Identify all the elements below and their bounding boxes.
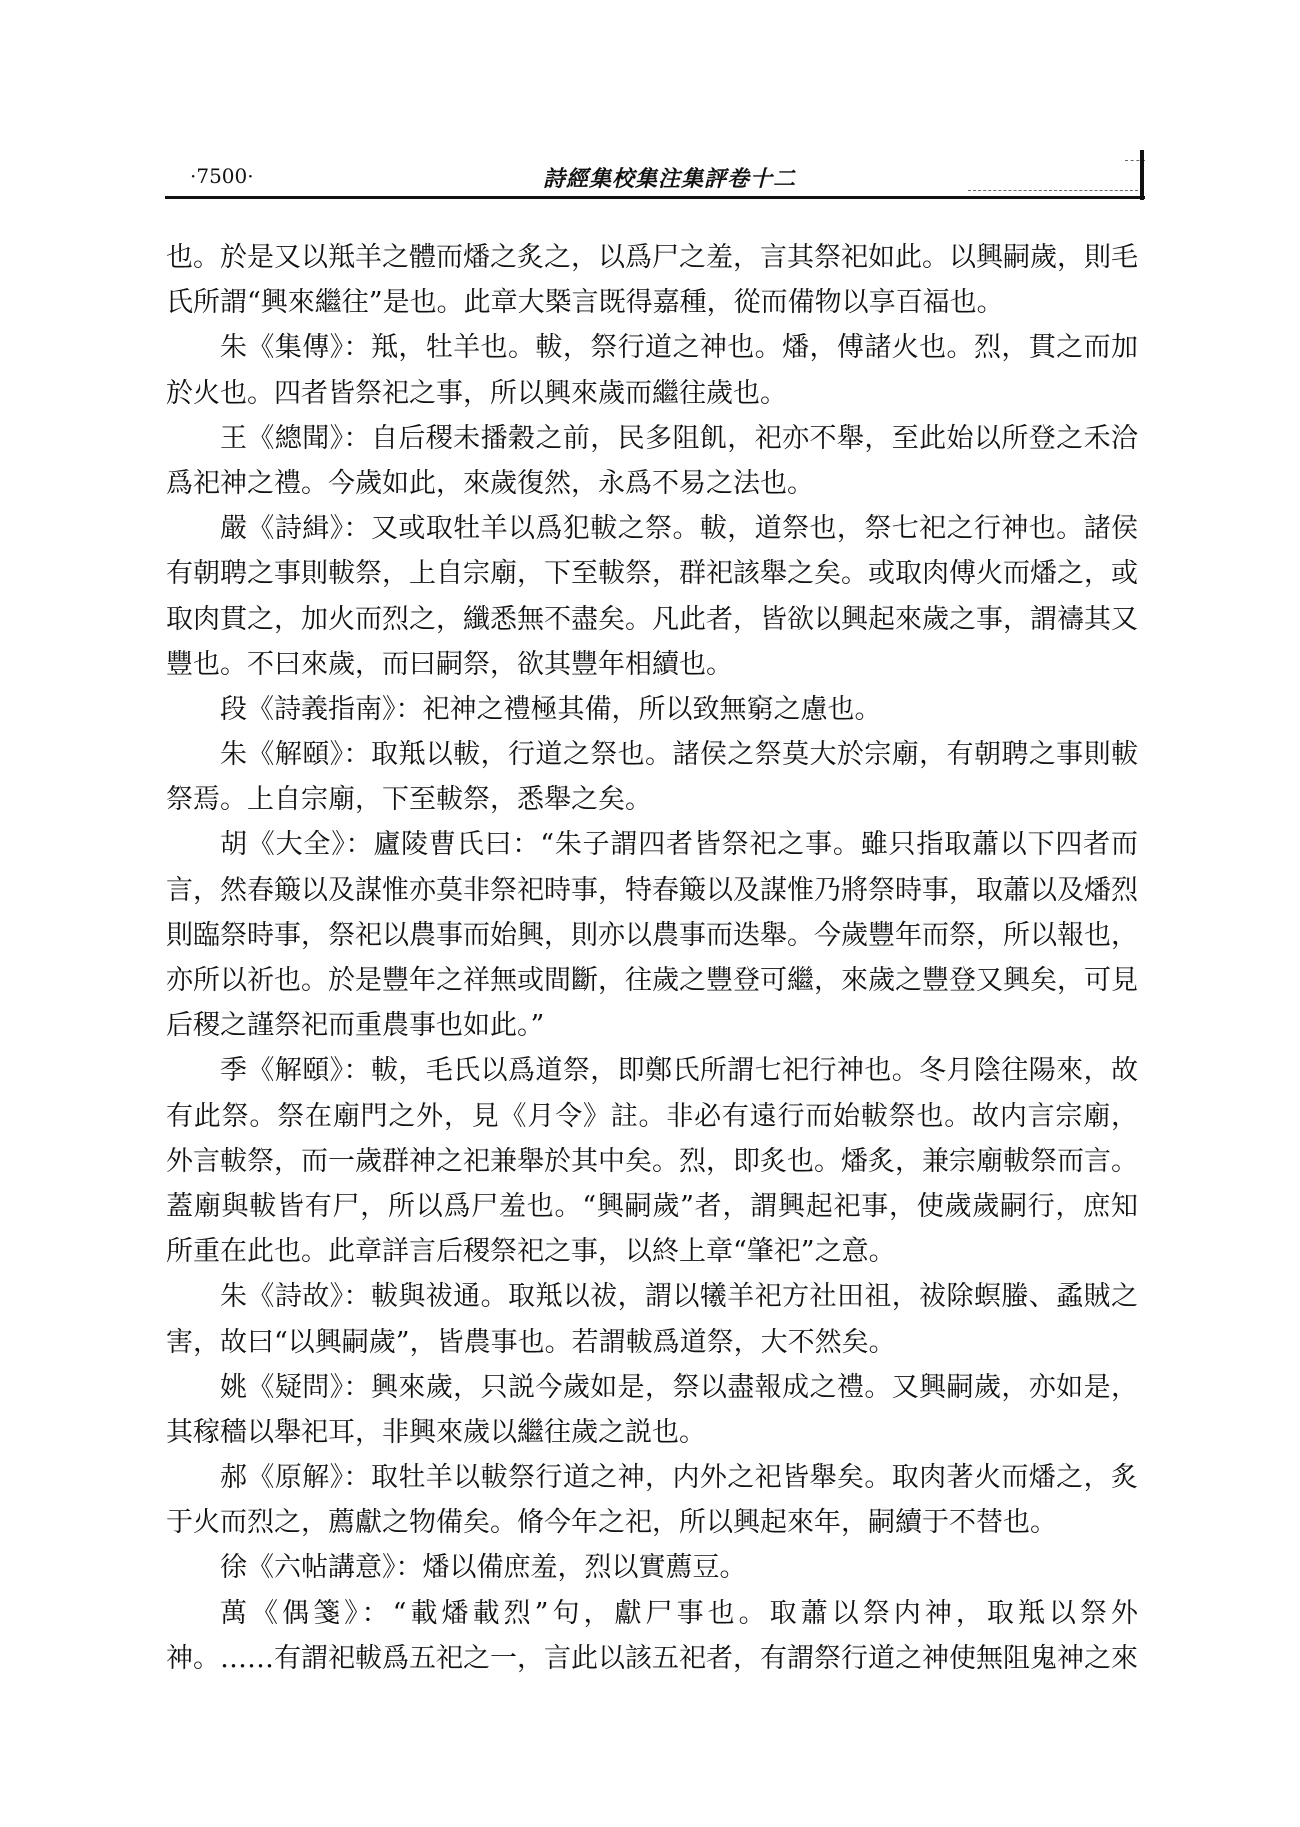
text-line: 豐也。不曰來歲，而曰嗣祭，欲其豐年相續也。 bbox=[166, 648, 733, 680]
text-line: 于火而烈之，薦獻之物備矣。脩今年之祀，所以興起來年，嗣續于不替也。 bbox=[166, 1507, 1057, 1539]
text-line: 朱《詩故》：軷與祓通。取羝以祓，謂以犧羊祀方社田祖，祓除螟螣、蟊賊之 bbox=[220, 1281, 1138, 1313]
text-line: 外言軷祭，而一歲群神之祀兼舉於其中矣。烈，即炙也。燔炙，兼宗廟軷祭而言。 bbox=[166, 1145, 1138, 1177]
scan-artifact bbox=[968, 190, 1138, 191]
text-line: 有朝聘之事則軷祭，上自宗廟，下至軷祭，群祀該舉之矣。或取肉傅火而燔之，或 bbox=[166, 558, 1138, 590]
text-line: 所重在此也。此章詳言后稷祭祀之事，以終上章“肇祀”之意。 bbox=[166, 1236, 896, 1268]
page-header bbox=[165, 158, 1140, 198]
text-line: 於火也。四者皆祭祀之事，所以興來歲而繼往歲也。 bbox=[166, 377, 787, 409]
text-line: 胡《大全》：廬陵曹氏曰：“朱子謂四者皆祭祀之事。雖只指取蕭以下四者而 bbox=[220, 829, 1138, 861]
text-line: 害，故曰“以興嗣歲”，皆農事也。若謂軷爲道祭，大不然矣。 bbox=[166, 1326, 896, 1358]
text-line: 郝《原解》：取牡羊以軷祭行道之神，内外之祀皆舉矣。取肉著火而燔之，炙 bbox=[220, 1462, 1138, 1494]
text-line: 嚴《詩緝》：又或取牡羊以爲犯軷之祭。軷，道祭也，祭七祀之行神也。諸侯 bbox=[220, 513, 1138, 545]
text-line: 亦所以祈也。於是豐年之祥無或間斷，往歲之豐登可繼，來歲之豐登又興矣，可見 bbox=[166, 965, 1138, 996]
text-line: 季《解頤》：軷，毛氏以爲道祭，即鄭氏所謂七祀行神也。冬月陰往陽來，故 bbox=[220, 1055, 1138, 1087]
text-line: 徐《六帖講意》：燔以備庶羞，烈以實薦豆。 bbox=[220, 1552, 747, 1584]
text-line: 王《總聞》：自后稷未播穀之前，民多阻飢，祀亦不舉，至此始以所登之禾洽 bbox=[220, 422, 1138, 454]
header-rule bbox=[165, 196, 1145, 199]
text-line: 則臨祭時事，祭祀以農事而始興，則亦以農事而迭舉。今歲豐年而祭，所以報也， bbox=[166, 919, 1138, 951]
scan-edge-bar bbox=[1140, 150, 1144, 200]
text-line: 言，然春簸以及謀惟亦莫非祭祀時事，特春簸以及謀惟乃將祭時事，取蕭以及燔烈 bbox=[166, 874, 1138, 906]
text-line: 氏所謂“興來繼往”是也。此章大槩言既得嘉種，從而備物以享百福也。 bbox=[166, 287, 1004, 319]
text-line: 蓋廟與軷皆有尸，所以爲尸羞也。“興嗣歲”者，謂興起祀事，使歲歲嗣行，庶知 bbox=[166, 1190, 1138, 1222]
text-line: 段《詩義指南》：祀神之禮極其備，所以致無窮之慮也。 bbox=[220, 693, 882, 725]
text-line: 取肉貫之，加火而烈之，纖悉無不盡矣。凡此者，皆欲以興起來歲之事，謂禱其又 bbox=[166, 603, 1138, 635]
text-line: 也。於是又以羝羊之體而燔之炙之，以爲尸之羞，言其祭祀如此。以興嗣歲，則毛 bbox=[166, 242, 1138, 273]
text-line: 后稷之謹祭祀而重農事也如此。” bbox=[166, 1010, 545, 1042]
text-line: 爲祀神之禮。今歲如此，來歲復然，永爲不易之法也。 bbox=[166, 467, 814, 499]
text-line: 祭焉。上自宗廟，下至軷祭，悉舉之矣。 bbox=[166, 784, 652, 816]
running-title: 詩經集校集注集評卷十二 bbox=[543, 166, 797, 192]
text-line: 朱《集傳》：羝，牡羊也。軷，祭行道之神也。燔，傅諸火也。烈，貫之而加 bbox=[220, 332, 1138, 364]
text-line: 神。……有謂祀軷爲五祀之一，言此以該五祀者，有謂祭行道之神使無阻鬼神之來 bbox=[166, 1642, 1138, 1674]
text-line: 姚《疑問》：興來歲，只説今歲如是，祭以盡報成之禮。又興嗣歲，亦如是， bbox=[220, 1371, 1138, 1403]
page-number: ·7500· bbox=[190, 164, 254, 188]
text-line: 朱《解頤》：取羝以軷，行道之祭也。諸侯之祭莫大於宗廟，有朝聘之事則軷 bbox=[220, 739, 1138, 771]
text-line: 有此祭。祭在廟門之外，見《月令》註。非必有遠行而始軷祭也。故内言宗廟， bbox=[166, 1100, 1138, 1132]
text-line: 其稼穡以舉祀耳，非興來歲以繼往歲之説也。 bbox=[166, 1416, 706, 1448]
text-line: 萬《偶箋》：“載燔載烈”句，獻尸事也。取蕭以祭内神，取羝以祭外 bbox=[220, 1597, 1138, 1629]
document-body bbox=[166, 235, 1138, 1681]
